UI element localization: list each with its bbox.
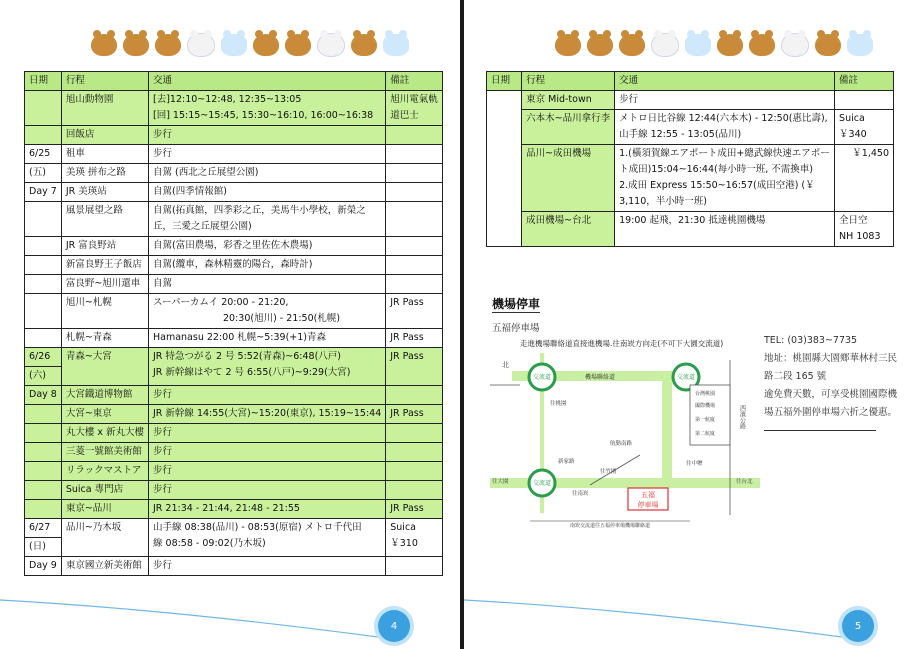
parking-address: 地址：桃園縣大園鄉華林村三民 — [764, 353, 898, 364]
cell-date: 6/26 — [25, 348, 62, 367]
header-date: 日期 — [25, 72, 62, 91]
parking-subtitle: 五福停車場 — [492, 323, 540, 334]
cell-notes: JR Pass — [386, 329, 443, 348]
map-place: 新家路 — [558, 459, 575, 465]
cell-transport: 19:00 起飛，21:30 抵達桃園機場 — [615, 212, 835, 247]
cell-itinerary: JR 美瑛站 — [61, 183, 148, 202]
road-label: 西濱公路 — [738, 405, 746, 429]
cell-itinerary: 富良野~旭川還車 — [61, 275, 148, 294]
cell-transport: 步行 — [149, 481, 386, 500]
cell-transport: 自駕(四季情報館) — [149, 183, 386, 202]
cell-itinerary: 東京~品川 — [61, 500, 148, 519]
cell-transport: JR 21:34 - 21:44, 21:48 - 21:55 — [149, 500, 386, 519]
cell-transport: 步行 — [149, 443, 386, 462]
map-place: 往中壢 — [686, 461, 703, 467]
header-itinerary: 行程 — [61, 72, 148, 91]
cell-notes: JR Pass — [386, 348, 443, 386]
cell-transport: 步行 — [149, 386, 386, 405]
cell-date: Day 9 — [25, 557, 62, 576]
cell-itinerary: 青森~大宮 — [61, 348, 148, 386]
map-legend: 國際機場 — [695, 403, 716, 409]
cell-itinerary: 美瑛 拼布之路 — [61, 164, 148, 183]
cell-transport: 步行 — [149, 424, 386, 443]
header-itinerary: 行程 — [522, 72, 615, 91]
cell-date: Day 7 — [25, 183, 62, 202]
cell-transport: 步行 — [615, 91, 835, 110]
cell-transport: 步行 — [149, 126, 386, 145]
cell-date: (六) — [25, 367, 62, 386]
parking-lot-label: 五福 — [641, 491, 655, 499]
cell-transport: 步行 — [149, 462, 386, 481]
cell-itinerary: 東京 Mid-town — [522, 91, 615, 110]
cell-transport: メトロ日比谷線 12:44(六本木) - 12:50(惠比壽), 山手線 12:55 - 13:05(品川) — [615, 110, 835, 145]
map-place: 往南崁 — [572, 491, 589, 497]
map-place: 航勤南路 — [610, 441, 633, 447]
cell-date: 6/25 — [25, 145, 62, 164]
map-legend: 第二航廈 — [695, 431, 716, 437]
cell-itinerary: 回飯店 — [61, 126, 148, 145]
cell-transport: JR 特急つがる 2 号 5:52(青森)~6:48(八戸) JR 新幹線はやて 2 号 6:55(八戸)~9:29(大宮) — [149, 348, 386, 386]
cell-transport: スーパーカムイ 20:00 - 21:20, 20:30(旭川) - 21:50(札幌) — [149, 294, 386, 329]
cell-transport: [去]12:10~12:48, 12:35~13:05 [回] 15:15~15:45, 15:30~16:10, 16:00~16:38 — [149, 91, 386, 126]
cell-transport: 步行 — [149, 557, 386, 576]
road-label: 機場聯絡道 — [584, 374, 616, 381]
cell-transport: Hamanasu 22:00 札幌~5:39(+1)青森 — [149, 329, 386, 348]
cell-itinerary: 旭川~札幌 — [61, 294, 148, 329]
junction-label: 交流道 — [532, 374, 552, 381]
parking-promo: 場五福外圍停車場六折之優惠。 — [764, 407, 898, 418]
cell-itinerary: リラックマストア — [61, 462, 148, 481]
cell-itinerary: 大宮~東京 — [61, 405, 148, 424]
cell-notes: Suica ￥340 — [835, 110, 894, 145]
cell-notes: 全日空 NH 1083 — [835, 212, 894, 247]
cell-date: (日) — [25, 538, 62, 557]
page-number: 4 — [378, 610, 410, 642]
map-bottom-note: 南崁交流道往五福停車場機場聯絡道 — [569, 523, 651, 529]
cell-transport: 1.(橫須賀線エアポート成田+總武線快速エアポー ト成田)15:04~16:44(每小時一班, 不需換車) 2.成田 Express 15:50~16:57(成田空港) (￥ 3,110，半小時一班) — [615, 145, 835, 212]
cell-notes: ￥1,450 — [835, 145, 894, 212]
cell-itinerary: 風景展望之路 — [61, 202, 148, 237]
north-label: 北 — [502, 361, 509, 369]
cell-notes: 旭川電氣軌 道巴士 — [386, 91, 443, 126]
map-legend: 台灣桃園 — [695, 391, 716, 397]
cell-itinerary: 成田機場~台北 — [522, 212, 615, 247]
cell-itinerary: Suica 專門店 — [61, 481, 148, 500]
cell-itinerary: 大宮鐵道博物館 — [61, 386, 148, 405]
cell-itinerary: 租車 — [61, 145, 148, 164]
parking-title: 機場停車 — [492, 297, 541, 311]
cell-transport: 自駕 (西北之丘展望公園) — [149, 164, 386, 183]
junction-label: 交流道 — [676, 374, 696, 381]
cell-itinerary: 三菱一號館美術館 — [61, 443, 148, 462]
cell-itinerary: 品川~乃木坂 — [61, 519, 148, 557]
parking-tel: TEL: (03)383~7735 — [764, 335, 858, 346]
cell-itinerary: 東京國立新美術館 — [61, 557, 148, 576]
cell-transport: 自駕(拓真館，四季彩之丘，美馬牛小學校，新榮之 丘，三愛之丘展望公園) — [149, 202, 386, 237]
page-number: 5 — [842, 610, 874, 642]
right-page — [464, 0, 924, 649]
cell-notes: JR Pass — [386, 294, 443, 329]
cell-date: (五) — [25, 164, 62, 183]
map-legend: 第一航廈 — [695, 417, 716, 423]
page-curve — [464, 0, 924, 649]
map-place: 往台北 — [736, 479, 753, 485]
page-curve — [0, 0, 460, 649]
map-place: 往竹圍 — [600, 469, 617, 475]
header-date: 日期 — [487, 72, 522, 91]
header-notes: 備註 — [386, 72, 443, 91]
map-place: 往桃園 — [550, 401, 567, 407]
cell-itinerary: 丸大樓 x 新丸大樓 — [61, 424, 148, 443]
cell-transport: 自駕(纜車，森林精靈的陽台，森時計) — [149, 256, 386, 275]
header-transport: 交通 — [615, 72, 835, 91]
cell-notes: JR Pass — [386, 500, 443, 519]
cell-transport: 自駕 — [149, 275, 386, 294]
left-page — [0, 0, 460, 649]
cell-itinerary: 札幌~青森 — [61, 329, 148, 348]
cell-date: 6/27 — [25, 519, 62, 538]
cell-date: Day 8 — [25, 386, 62, 405]
cell-itinerary: JR 富良野站 — [61, 237, 148, 256]
cell-itinerary: 品川~成田機場 — [522, 145, 615, 212]
map-top-note: 走進機場聯絡道直接進機場.往南崁方向走(不可下大園交流道) — [520, 339, 724, 348]
cell-itinerary: 旭山動物園 — [61, 91, 148, 126]
cell-transport: 步行 — [149, 145, 386, 164]
parking-address: 路二段 165 號 — [764, 371, 827, 382]
header-transport: 交通 — [149, 72, 386, 91]
parking-lot-label: 停車場 — [637, 501, 659, 509]
cell-transport: JR 新幹線 14:55(大宮)~15:20(東京), 15:19~15:44 — [149, 405, 386, 424]
junction-label: 交流道 — [532, 480, 552, 487]
cell-notes: Suica ￥310 — [386, 519, 443, 557]
map-place: 往大園 — [492, 479, 509, 485]
header-notes: 備註 — [835, 72, 894, 91]
parking-promo: 逾免費天數，可享受桃園國際機 — [764, 389, 898, 400]
cell-itinerary: 新富良野王子飯店 — [61, 256, 148, 275]
cell-itinerary: 六本木~品川拿行李 — [522, 110, 615, 145]
cell-notes: JR Pass — [386, 405, 443, 424]
cell-transport: 山手線 08:38(品川) - 08:53(原宿) メトロ千代田 線 08:58 - 09:02(乃木坂) — [149, 519, 386, 557]
cell-transport: 自駕(富田農場，彩香之里佐佐木農場) — [149, 237, 386, 256]
